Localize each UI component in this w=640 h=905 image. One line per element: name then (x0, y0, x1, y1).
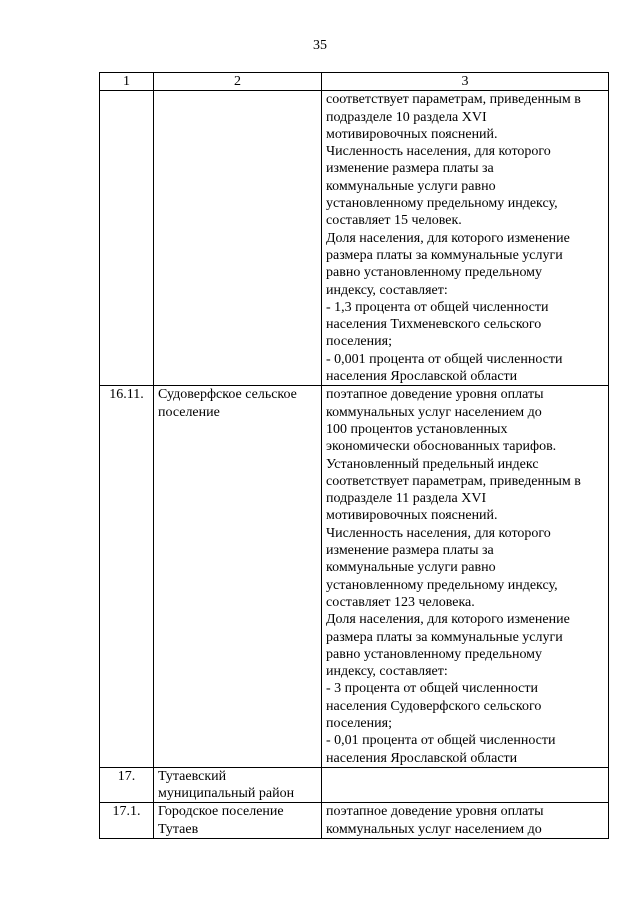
row-description-cell (322, 386, 609, 768)
description-line: индексу, составляет: (326, 664, 448, 680)
table-row (100, 803, 609, 839)
description-line: - 3 процента от общей численности (326, 681, 539, 697)
description-line: мотивировочных пояснений. (326, 508, 498, 524)
name-line: Городское поселение (158, 804, 284, 820)
description-line: Доля населения, для которого изменение (326, 612, 570, 628)
description-line: индексу, составляет: (326, 282, 448, 298)
column-header-description: 3 (322, 73, 609, 91)
row-description-cell (322, 803, 609, 839)
row-name-cell (154, 803, 322, 839)
row-description-cell (322, 91, 609, 386)
description-line: Доля населения, для которого изменение (326, 230, 570, 246)
page-number: 35 (313, 38, 327, 53)
row-number-cell (100, 91, 154, 386)
description-line: соответствует параметрам, приведенным в (326, 92, 581, 108)
description-line: населения Ярославской области (326, 750, 518, 766)
description-line: поэтапное доведение уровня оплаты (326, 804, 544, 820)
description-line: населения Ярославской области (326, 369, 518, 385)
description-line: Численность населения, для которого (326, 525, 551, 541)
row-number-cell: 17. (100, 767, 154, 803)
description-line: изменение размера платы за (326, 161, 494, 177)
description-line: изменение размера платы за (326, 543, 494, 559)
table-row (100, 91, 609, 386)
description-line: коммунальных услуг населением до (326, 821, 542, 837)
description-line: - 0,01 процента от общей численности (326, 733, 556, 749)
description-line: 100 процентов установленных (326, 421, 508, 437)
description-line: поселения; (326, 715, 392, 731)
description-line: коммунальных услуг населением до (326, 404, 542, 420)
description-line: составляет 123 человека. (326, 594, 475, 610)
description-line: размера платы за коммунальные услуги (326, 247, 563, 263)
description-line: составляет 15 человек. (326, 213, 462, 229)
row-number-cell: 16.11. (100, 386, 154, 768)
row-description-cell (322, 767, 609, 803)
row-name-cell (154, 386, 322, 768)
description-line: экономически обоснованных тарифов. (326, 439, 557, 455)
name-line: Тутаевский (158, 768, 227, 784)
description-line: населения Судоверфского сельского (326, 698, 542, 714)
table-body (100, 91, 609, 839)
table-row (100, 386, 609, 768)
description-line: мотивировочных пояснений. (326, 126, 498, 142)
column-header-name: 2 (154, 73, 322, 91)
description-line: установленному предельному индексу, (326, 577, 558, 593)
description-line: Численность населения, для которого (326, 144, 551, 160)
table-header-row (100, 73, 609, 91)
description-line: поэтапное доведение уровня оплаты (326, 387, 544, 403)
row-name-cell (154, 767, 322, 803)
description-line: размера платы за коммунальные услуги (326, 629, 563, 645)
name-line: поселение (158, 404, 220, 420)
table-row (100, 767, 609, 803)
description-line: подразделе 10 раздела XVI (326, 109, 487, 125)
description-line: поселения; (326, 334, 392, 350)
description-line: - 1,3 процента от общей численности (326, 299, 549, 315)
description-line: - 0,001 процента от общей численности (326, 351, 563, 367)
description-line: установленному предельному индексу, (326, 196, 558, 212)
name-line: Тутаев (158, 821, 199, 837)
description-line: равно установленному предельному (326, 646, 543, 662)
description-line: коммунальные услуги равно (326, 560, 496, 576)
data-table (99, 72, 609, 839)
description-line: населения Тихменевского сельского (326, 317, 542, 333)
description-line: соответствует параметрам, приведенным в (326, 473, 581, 489)
description-line: равно установленному предельному (326, 265, 543, 281)
column-header-number: 1 (100, 73, 154, 91)
row-number-cell: 17.1. (100, 803, 154, 839)
description-line: Установленный предельный индекс (326, 456, 539, 472)
name-line: муниципальный район (158, 786, 295, 802)
row-name-cell (154, 91, 322, 386)
name-line: Судоверфское сельское (158, 387, 297, 403)
description-line: подразделе 11 раздела XVI (326, 491, 487, 507)
description-line: коммунальные услуги равно (326, 178, 496, 194)
